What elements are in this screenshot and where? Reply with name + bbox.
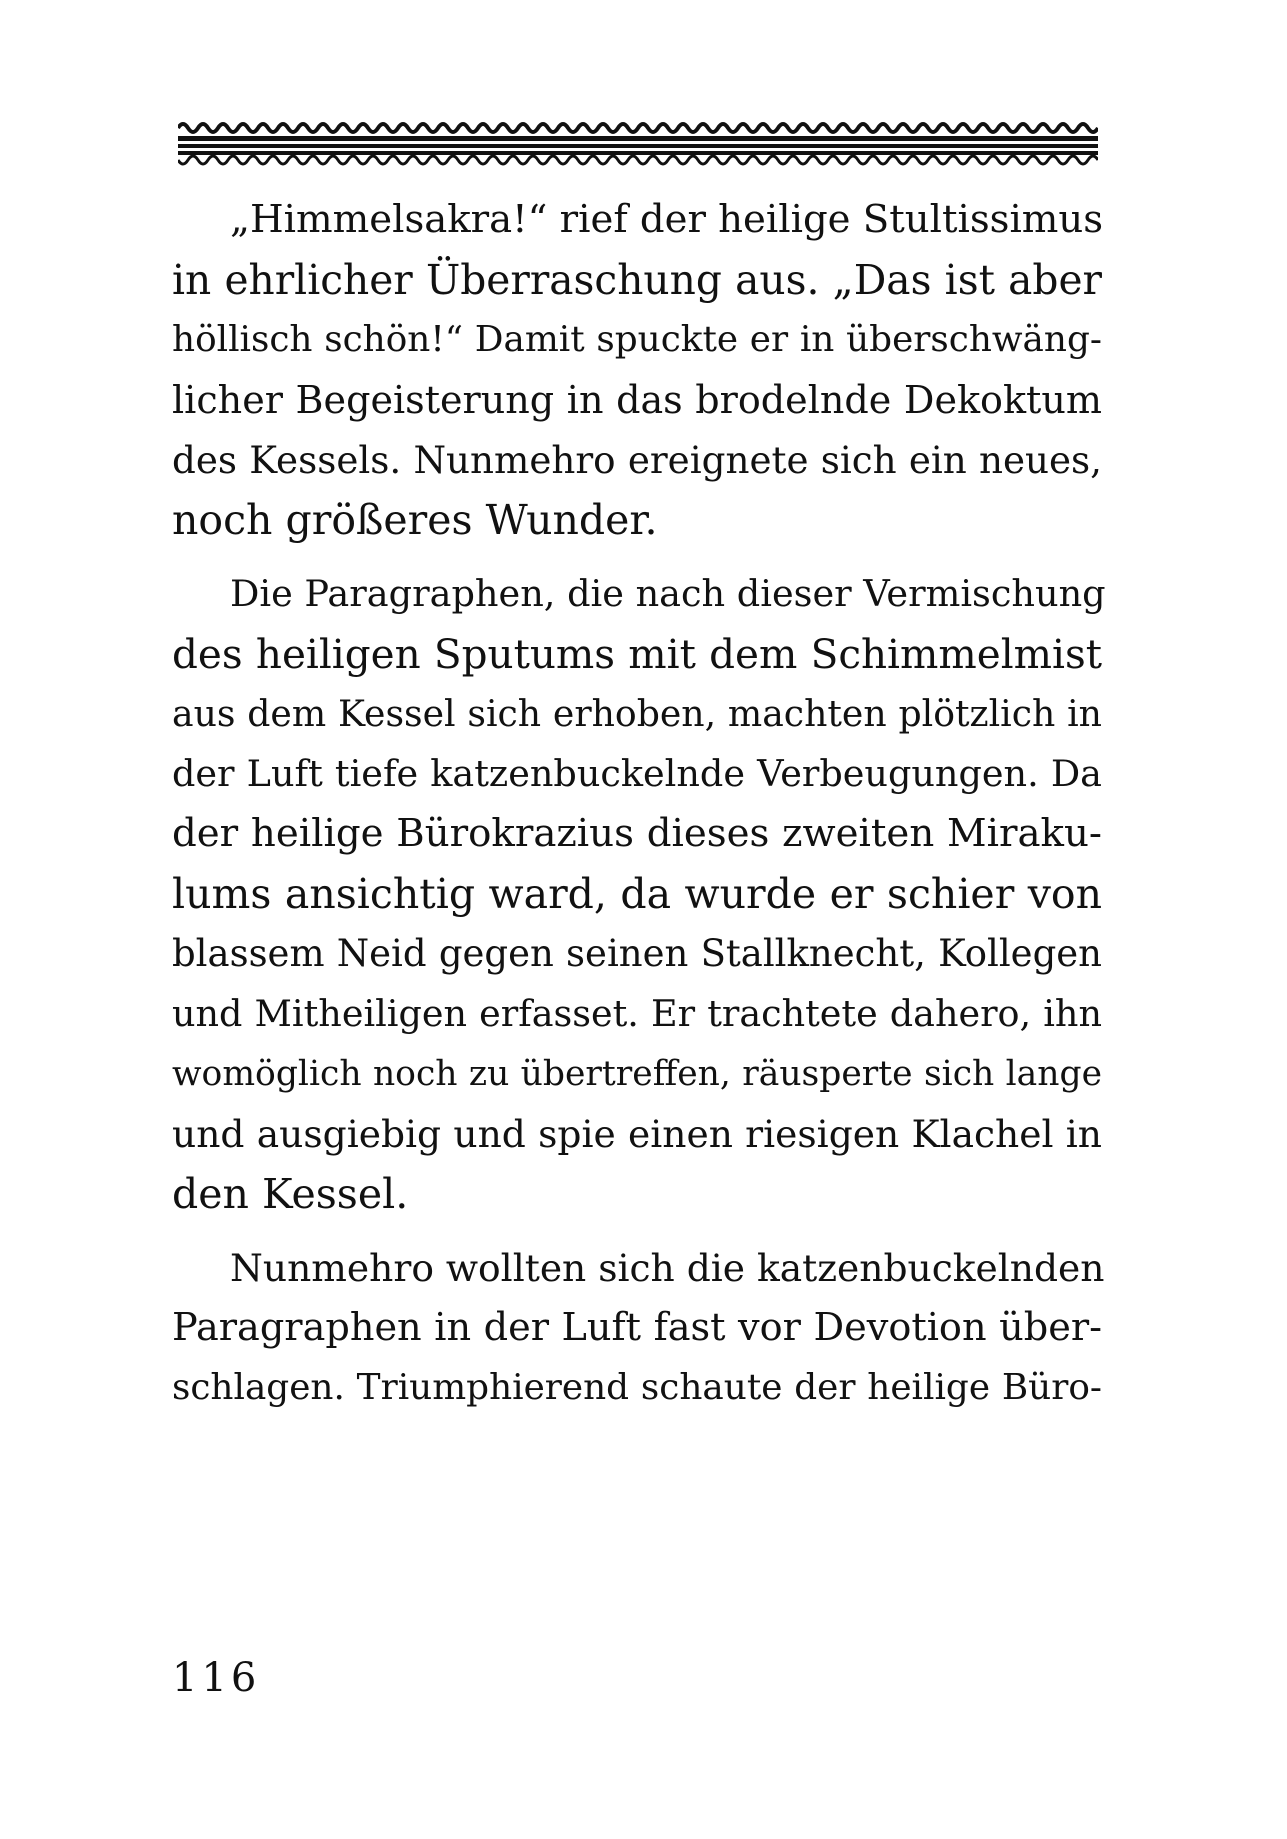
text-line: Nunmehro wollten sich die katzenbuckelnden (230, 1246, 1105, 1290)
paragraph (172, 190, 1102, 550)
text-line: des Kessels. Nunmehro ereignete sich ein neues, (172, 438, 1102, 482)
ornament-wave-bottom (178, 156, 1098, 164)
paragraph (172, 564, 1106, 1224)
page-number: 116 (172, 1655, 261, 1701)
text-line: lums ansichtig ward, da wurde er schier von (172, 870, 1102, 918)
text-line: der Luft tiefe katzenbuckelnde Verbeugungen. Da (172, 752, 1102, 795)
body-text (172, 190, 1106, 1432)
text-line: in ehrlicher Überraschung aus. „Das ist aber (172, 256, 1102, 304)
text-line: Die Paragraphen, die nach dieser Vermischung (230, 572, 1106, 615)
text-line: Paragraphen in der Luft fast vor Devotion über- (172, 1306, 1102, 1350)
text-line: des heiligen Sputums mit dem Schimmelmist (172, 630, 1102, 678)
text-line: noch größeres Wunder. (172, 496, 658, 544)
ornament-bar-1 (178, 136, 1098, 141)
text-line: „Himmelsakra!“ rief der heilige Stultissimus (230, 197, 1104, 242)
text-line: den Kessel. (172, 1170, 409, 1218)
ornament-bar-2 (178, 144, 1098, 148)
header-ornament (178, 118, 1098, 170)
ornament-bar-3 (178, 151, 1098, 155)
text-line: aus dem Kessel sich erhoben, machten plötzlich in (172, 692, 1102, 735)
text-line: schlagen. Triumphierend schaute der heilige Büro- (172, 1367, 1102, 1408)
text-line: licher Begeisterung in das brodelnde Dekoktum (172, 378, 1102, 422)
text-line: blassem Neid gegen seinen Stallknecht, Kollegen (172, 932, 1102, 975)
text-line: und ausgiebig und spie einen riesigen Klachel in (172, 1112, 1102, 1156)
paragraph (172, 1238, 1105, 1418)
text-line: höllisch schön!“ Damit spuckte er in überschwäng- (172, 319, 1102, 360)
ornament-wave-top (178, 124, 1098, 132)
text-line: womöglich noch zu übertreffen, räusperte sich lange (172, 1054, 1102, 1094)
text-line: der heilige Bürokrazius dieses zweiten Miraku- (172, 811, 1102, 856)
text-line: und Mitheiligen erfasset. Er trachtete dahero, ihn (172, 992, 1102, 1035)
